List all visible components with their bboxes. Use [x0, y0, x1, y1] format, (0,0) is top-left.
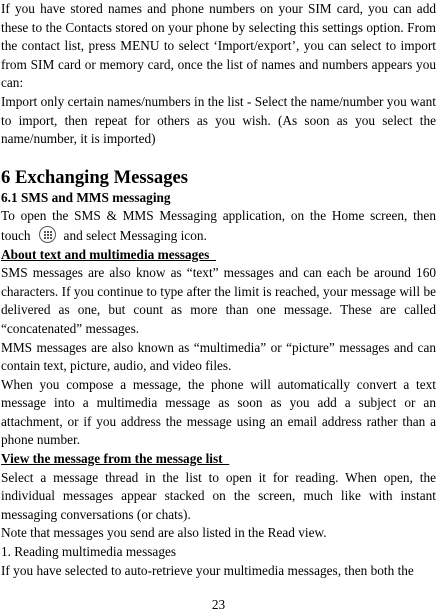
- chapter-title: 6 Exchanging Messages: [1, 166, 188, 188]
- paragraph-open-messaging: [0, 207, 437, 245]
- paragraph-note-sent: Note that messages you send are also listed in the Read view.: [1, 525, 327, 541]
- menu-grid-icon: [39, 226, 56, 243]
- paragraph-sim-import: If you have stored names and phone numbers on your SIM card, you can add these to the Contacts stored on your phone by selecting this settings option. From the contact list, press MENU to select ‘Import/export’, you can select to import from SIM card or memory card, once the list of names and numbers appears you can:: [1, 1, 436, 91]
- subheading-about-messages: [0, 246, 437, 265]
- spacer: [0, 149, 437, 167]
- paragraph-convert: When you compose a message, the phone will automatically convert a text message into a multimedia message as soon as you add a subject or an attachment, or if you address the message using an email address rather than a phone number.: [1, 376, 436, 448]
- paragraph-reading-mms: 1. Reading multimedia messages: [1, 544, 177, 560]
- intro-before-icon: To open the SMS & MMS Messaging application, on the Home screen, then touch: [1, 208, 436, 243]
- intro-after-icon: and select Messaging icon.: [63, 227, 207, 243]
- subheading-view-message-text: View the message from the message list: [1, 451, 230, 467]
- paragraph-mms: MMS messages are also known as “multimedia” or “picture” messages and can contain text, picture, audio, and video files.: [1, 339, 436, 374]
- subheading-view-message: [0, 450, 437, 469]
- page-number: 23: [211, 597, 226, 612]
- paragraph-auto-retrieve: If you have selected to auto-retrieve your multimedia messages, then both the: [1, 562, 414, 578]
- paragraph-select-thread: Select a message thread in the list to open it for reading. When open, the individual messages appear stacked on the screen, much like with instant messaging conversations (or chats).: [1, 469, 436, 522]
- subheading-about-messages-text: About text and multimedia messages: [1, 246, 216, 262]
- section-title: 6.1 SMS and MMS messaging: [1, 189, 171, 205]
- paragraph-sms: SMS messages are also know as “text” messages and can each be around 160 characters. If you continue to type after the limit is reached, your message will be delivered as one, but count as more than one message. These are called “concatenated” messages.: [1, 265, 436, 336]
- paragraph-import-selected: Import only certain names/numbers in the list - Select the name/number you want to import, then repeat for others as you wish. (As soon as you select the name/number, it is imported): [1, 93, 436, 147]
